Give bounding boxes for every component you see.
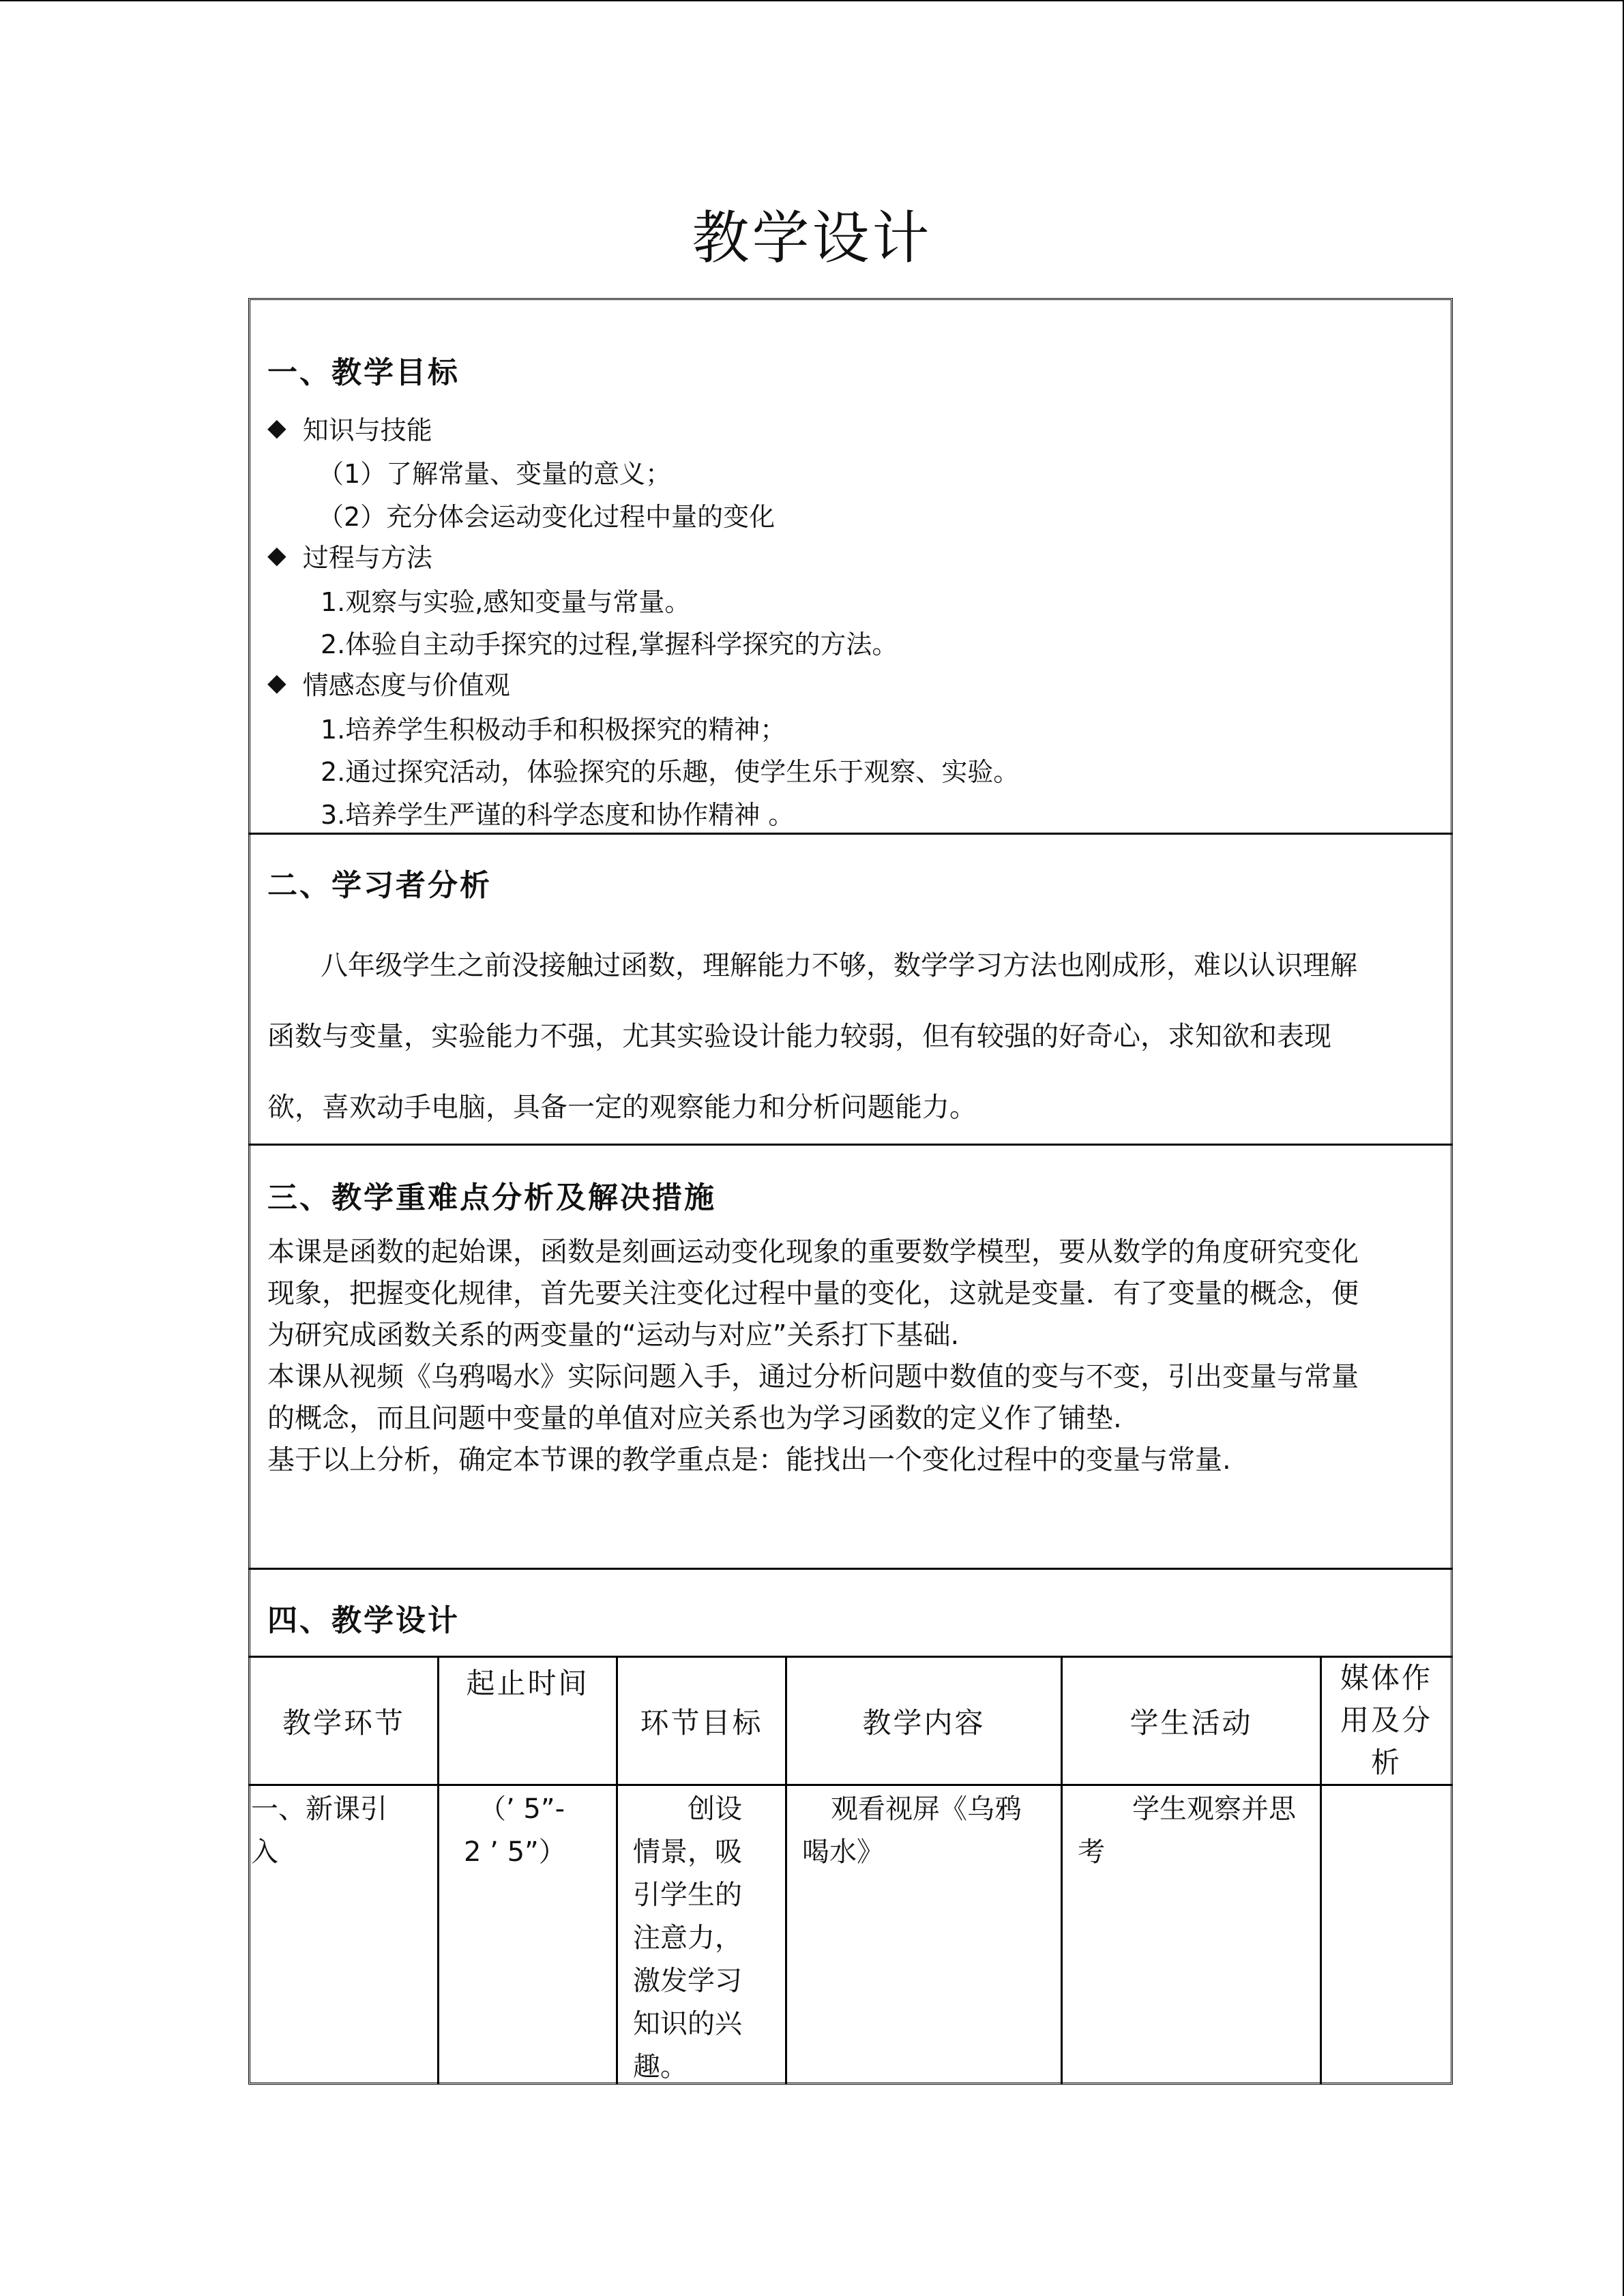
- divider-table-header-bottom: [248, 1784, 1453, 1786]
- section-learner-analysis-heading: 二、学习者分析: [267, 868, 492, 903]
- header-line: 析: [1370, 1746, 1402, 1779]
- cell-line: 一、新课引: [251, 1793, 387, 1825]
- section-teaching-design-heading: 四、教学设计: [267, 1603, 460, 1638]
- objective-item: 1.培养学生积极动手和积极探究的精神；: [321, 715, 786, 745]
- objective-group-knowledge: [267, 409, 432, 447]
- header-media-analysis: [1322, 1657, 1451, 1784]
- header-student-activity: 学生活动: [1130, 1706, 1253, 1740]
- row1-goal: [633, 1788, 783, 2089]
- cell-line: 趣。: [633, 2051, 688, 2083]
- cell-line: 2 ’ 5”）: [464, 1836, 566, 1868]
- objective-item: 1.观察与实验,感知变量与常量。: [321, 587, 691, 617]
- cell-line: 注意力，: [633, 1922, 742, 1954]
- cell-line: 考: [1078, 1836, 1105, 1868]
- objective-group-process: [267, 537, 432, 574]
- learner-analysis-paragraph: [267, 930, 1434, 1143]
- row1-activity: [1078, 1788, 1316, 1874]
- paragraph-line: 现象，把握变化规律，首先要关注变化过程中量的变化，这就是变量．有了变量的概念，便: [267, 1278, 1359, 1309]
- paragraph-line: 本课从视频《乌鸦喝水》实际问题入手，通过分析问题中数值的变与不变，引出变量与常量: [267, 1361, 1359, 1392]
- section-key-difficulties-heading: 三、教学重难点分析及解决措施: [267, 1180, 716, 1215]
- objective-group-label: 情感态度与价值观: [302, 670, 510, 700]
- row1-time: [464, 1788, 614, 1874]
- diamond-bullet-icon: ◆: [267, 414, 286, 442]
- key-difficulties-paragraph: [267, 1232, 1441, 1481]
- cell-line: 喝水》: [802, 1836, 884, 1868]
- paragraph-line: 基于以上分析，确定本节课的教学重点是：能找出一个变化过程中的变量与常量.: [267, 1444, 1231, 1476]
- objective-item: 3.培养学生严谨的科学态度和协作精神 。: [321, 800, 795, 830]
- cell-line: 入: [251, 1836, 278, 1868]
- objective-group-attitude: [267, 664, 510, 702]
- cell-line: 学生观察并思: [1132, 1793, 1296, 1825]
- objective-item: （1）了解常量、变量的意义；: [318, 459, 672, 489]
- section-teaching-objectives-heading: 一、教学目标: [267, 355, 460, 390]
- paragraph-line: 欲，喜欢动手电脑，具备一定的观察能力和分析问题能力。: [267, 1092, 977, 1123]
- paragraph-line: 为研究成函数关系的两变量的“运动与对应”关系打下基础.: [267, 1320, 960, 1351]
- col-divider-1: [437, 1656, 439, 2085]
- objective-group-label: 知识与技能: [302, 415, 432, 445]
- objective-item: （2）充分体会运动变化过程中量的变化: [318, 502, 776, 532]
- cell-line: 激发学习: [633, 1965, 742, 1997]
- header-start-end-time: 起止时间: [466, 1667, 589, 1700]
- cell-line: （’ 5”-: [479, 1793, 565, 1825]
- diamond-bullet-icon: ◆: [267, 669, 286, 697]
- cell-line: 观看视屏《乌鸦: [831, 1793, 1022, 1825]
- cell-line: 创设: [688, 1793, 742, 1825]
- paragraph-line: 本课是函数的起始课，函数是刻画运动变化现象的重要数学模型，要从数学的角度研究变化: [267, 1236, 1359, 1268]
- objective-item: 2.体验自主动手探究的过程,掌握科学探究的方法。: [321, 629, 898, 659]
- paragraph-line: 函数与变量，实验能力不强，尤其实验设计能力较弱，但有较强的好奇心，求知欲和表现: [267, 1021, 1331, 1052]
- objective-group-label: 过程与方法: [302, 543, 432, 573]
- cell-line: 情景，吸: [633, 1836, 742, 1868]
- header-teaching-stage: 教学环节: [282, 1706, 405, 1740]
- divider-section3: [248, 1568, 1453, 1570]
- paragraph-line: 八年级学生之前没接触过函数，理解能力不够，数学学习方法也刚成形，难以认识理解: [321, 950, 1357, 981]
- divider-table-header-top: [248, 1656, 1453, 1658]
- diamond-bullet-icon: ◆: [267, 541, 286, 569]
- header-teaching-content: 教学内容: [862, 1706, 986, 1740]
- cell-line: 引学生的: [633, 1879, 742, 1911]
- header-line: 媒体作: [1340, 1661, 1432, 1695]
- divider-section1: [248, 833, 1453, 835]
- cell-line: 知识的兴: [633, 2008, 742, 2040]
- header-line: 用及分: [1340, 1703, 1432, 1737]
- paragraph-line: 的概念，而且问题中变量的单值对应关系也为学习函数的定义作了铺垫.: [267, 1403, 1122, 1434]
- objective-item: 2.通过探究活动，体验探究的乐趣，使学生乐于观察、实验。: [321, 757, 1020, 787]
- document-title: 教学设计: [692, 205, 932, 271]
- header-stage-goal: 环节目标: [640, 1706, 763, 1740]
- divider-section2: [248, 1144, 1453, 1146]
- row1-stage: [251, 1788, 434, 1874]
- row1-content: [802, 1788, 1058, 1874]
